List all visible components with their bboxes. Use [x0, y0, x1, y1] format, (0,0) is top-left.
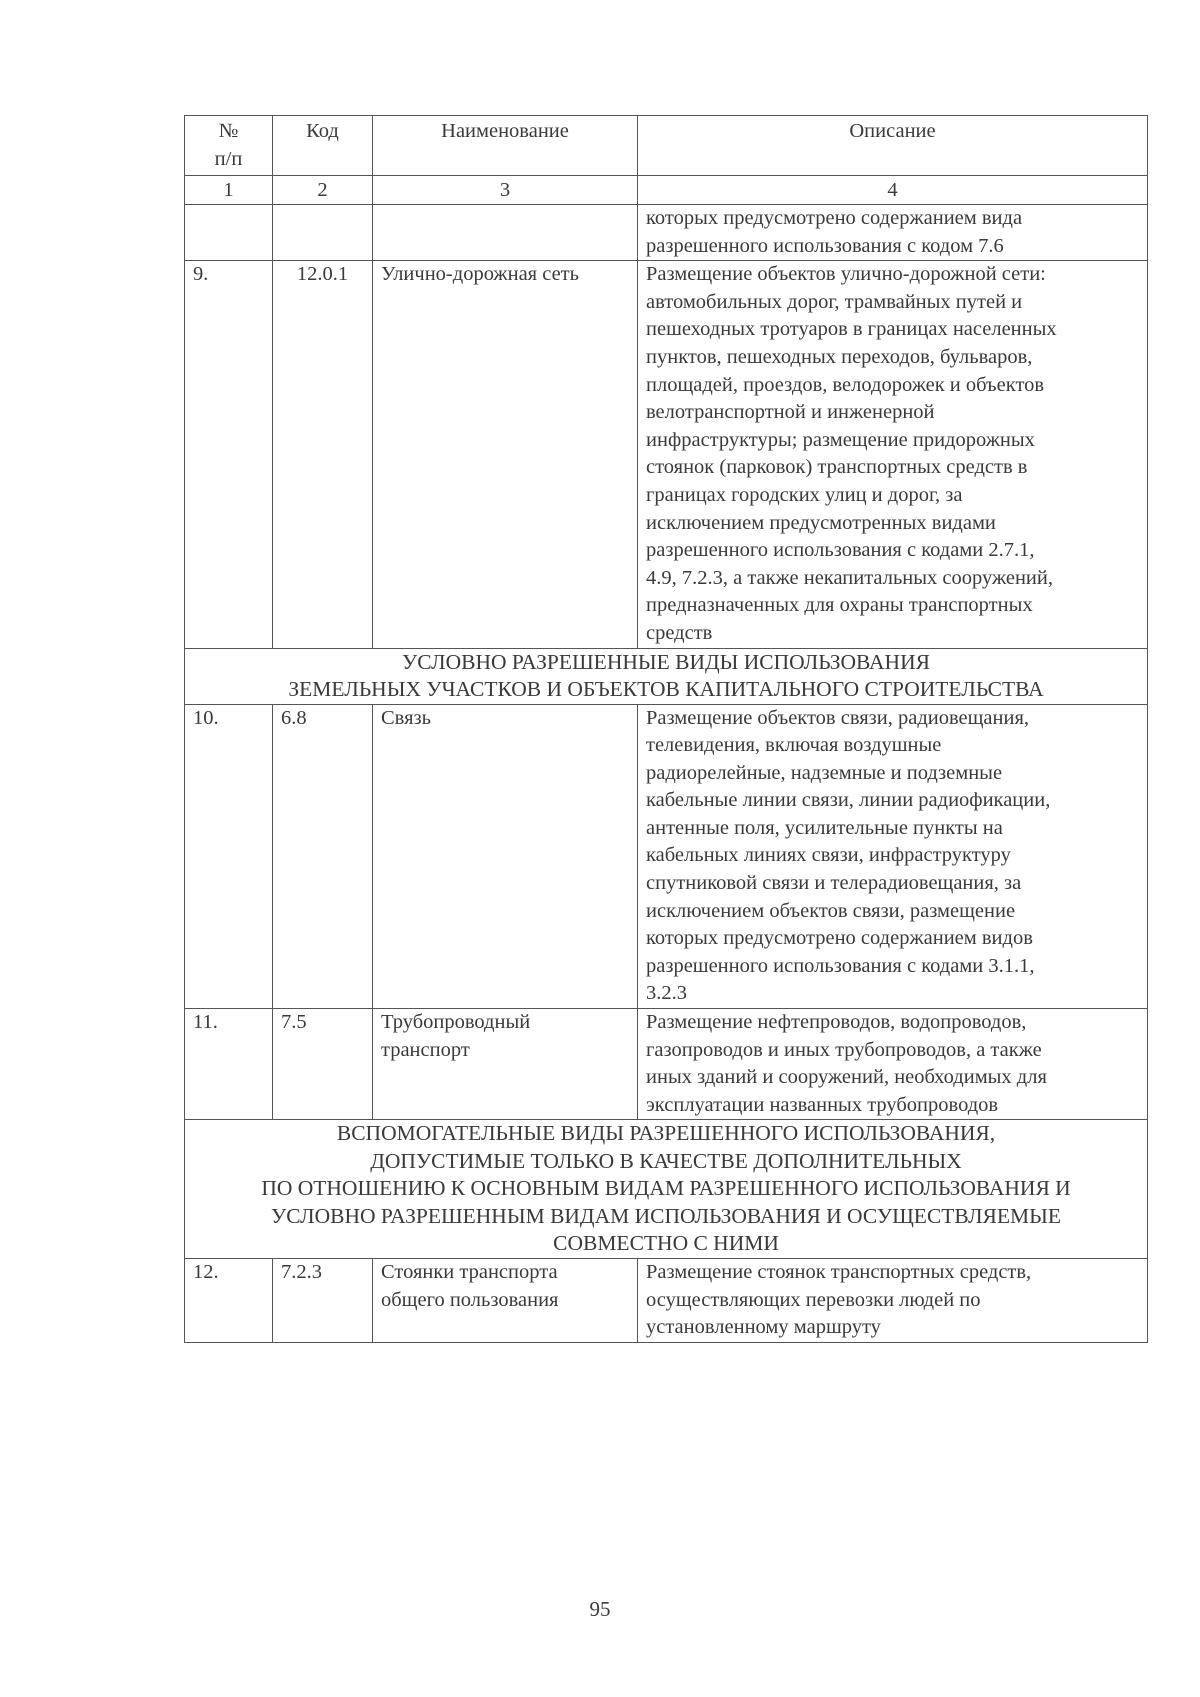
row-description: Размещение объектов связи, радиовещания, телевидения, включая воздушные радиорелейные, надземные и подземные кабельные линии связи, линии радиофикации, антенные поля, усилительные пункты на кабельных линиях связи, инфраструктуру спутниковой связи и телерадиовещания, за исключением объектов связи, размещение которых предусмотрено содержанием видов разрешенного использования с кодами 3.1.1, 3.2.3	[638, 704, 1148, 1009]
row-number: 12.	[185, 1258, 273, 1342]
header-number: № п/п	[185, 116, 273, 176]
row-code: 12.0.1	[273, 261, 373, 648]
header-code: Код	[273, 116, 373, 176]
section-header-row	[185, 648, 1148, 704]
row-description: Размещение объектов улично-дорожной сети: автомобильных дорог, трамвайных путей и пешеходных тротуаров в границах населенных пунктов, пешеходных переходов, бульваров, площадей, проездов, велодорожек и объектов велотранспортной и инженерной инфраструктуры; размещение придорожных стоянок (парковок) транспортных средств в границах городских улиц и дорог, за исключением предусмотренных видами разрешенного использования с кодами 2.7.1, 4.9, 7.2.3, а также некапитальных сооружений, предназначенных для охраны транспортных средств	[638, 261, 1148, 648]
row-number: 11.	[185, 1009, 273, 1120]
table-row	[185, 704, 1148, 1009]
row-name: Связь	[373, 704, 638, 1009]
column-numbers-row	[185, 176, 1148, 205]
section-header-auxiliary: ВСПОМОГАТЕЛЬНЫЕ ВИДЫ РАЗРЕШЕННОГО ИСПОЛЬЗОВАНИЯ, ДОПУСТИМЫЕ ТОЛЬКО В КАЧЕСТВЕ ДОПОЛНИТЕЛЬНЫХ ПО ОТНОШЕНИЮ К ОСНОВНЫМ ВИДАМ РАЗРЕШЕННОГО ИСПОЛЬЗОВАНИЯ И УСЛОВНО РАЗРЕШЕННЫМ ВИДАМ ИСПОЛЬЗОВАНИЯ И ОСУЩЕСТВЛЯЕМЫЕ СОВМЕСТНО С НИМИ	[185, 1120, 1148, 1259]
table-row-continuation	[185, 205, 1148, 261]
row-name: Улично-дорожная сеть	[373, 261, 638, 648]
row-number: 10.	[185, 704, 273, 1009]
row-name: Стоянки транспорта общего пользования	[373, 1258, 638, 1342]
table-row	[185, 261, 1148, 648]
table-row	[185, 1009, 1148, 1120]
header-description: Описание	[638, 116, 1148, 176]
header-row	[185, 116, 1148, 176]
column-number: 1	[185, 176, 273, 205]
column-number: 2	[273, 176, 373, 205]
page-number: 95	[589, 1597, 611, 1621]
row-description: которых предусмотрено содержанием вида разрешенного использования с кодом 7.6	[638, 205, 1148, 261]
row-number: 9.	[185, 261, 273, 648]
row-description: Размещение стоянок транспортных средств, осуществляющих перевозки людей по установленному маршруту	[638, 1258, 1148, 1342]
column-number: 3	[373, 176, 638, 205]
row-code: 6.8	[273, 704, 373, 1009]
header-name: Наименование	[373, 116, 638, 176]
row-name: Трубопроводный транспорт	[373, 1009, 638, 1120]
table-row	[185, 1258, 1148, 1342]
section-header-conditional: УСЛОВНО РАЗРЕШЕННЫЕ ВИДЫ ИСПОЛЬЗОВАНИЯ ЗЕМЕЛЬНЫХ УЧАСТКОВ И ОБЪЕКТОВ КАПИТАЛЬНОГО СТРОИТЕЛЬСТВА	[185, 648, 1148, 704]
row-description: Размещение нефтепроводов, водопроводов, газопроводов и иных трубопроводов, а также иных зданий и сооружений, необходимых для эксплуатации названных трубопроводов	[638, 1009, 1148, 1120]
row-code: 7.5	[273, 1009, 373, 1120]
column-number: 4	[638, 176, 1148, 205]
land-use-table	[184, 115, 1148, 1343]
row-code: 7.2.3	[273, 1258, 373, 1342]
section-header-row	[185, 1120, 1148, 1259]
